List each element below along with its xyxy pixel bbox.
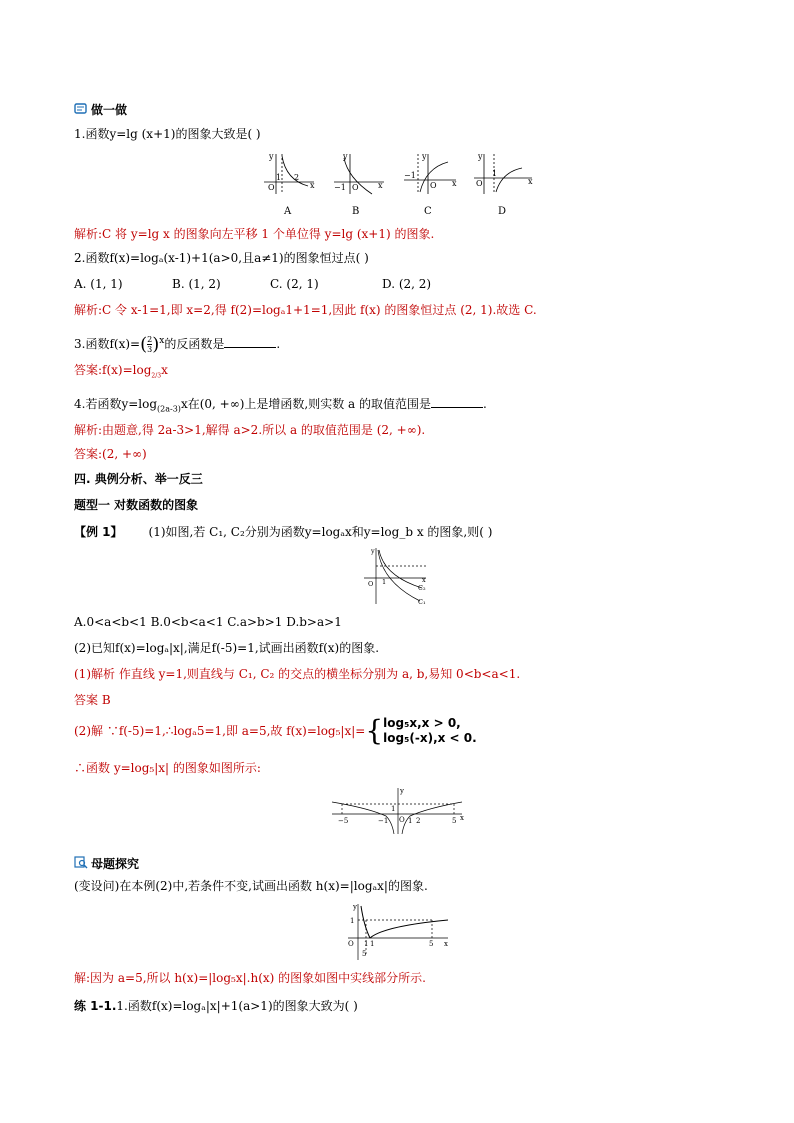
example-1-q2: (2)已知f(x)=logₐ|x|,满足f(-5)=1,试画出函数f(x)的图象. xyxy=(74,641,380,655)
question-2: 2.函数f(x)=logₐ(x-1)+1(a>0,且a≠1)的图象恒过点( ) xyxy=(74,251,369,265)
svg-text:y: y xyxy=(422,152,427,161)
section-4-heading: 四. 典例分析、举一反三 xyxy=(74,472,203,486)
q2-option-c: C. (2, 1) xyxy=(270,277,319,291)
heading-text: 做一做 xyxy=(91,103,128,117)
mother-heading: 母题探究 xyxy=(74,856,139,872)
mother-question: (变设问)在本例(2)中,若条件不变,试画出函数 h(x)=|logₐx|的图象. xyxy=(74,879,428,893)
svg-text:O: O xyxy=(399,816,405,824)
svg-text:O: O xyxy=(268,183,275,192)
search-icon xyxy=(74,856,88,869)
svg-text:5: 5 xyxy=(362,950,367,958)
svg-text:y: y xyxy=(400,787,404,795)
example-1-answer-1: 答案 B xyxy=(74,693,111,707)
svg-text:y: y xyxy=(353,903,357,911)
abs-log-graph xyxy=(344,902,454,964)
note-icon xyxy=(74,103,88,115)
svg-text:x: x xyxy=(310,181,315,190)
type-1-heading: 题型一 对数函数的图象 xyxy=(74,498,199,512)
svg-text:1: 1 xyxy=(492,169,498,178)
svg-text:y: y xyxy=(371,547,375,555)
section-heading-try xyxy=(74,102,127,118)
mother-solution: 解:因为 a=5,所以 h(x)=|log₅x|.h(x) 的图象如图中实线部分所示. xyxy=(74,971,426,985)
q1-option-graphs xyxy=(252,148,552,220)
svg-text:y: y xyxy=(269,152,274,161)
svg-text:1: 1 xyxy=(350,917,355,925)
svg-text:1: 1 xyxy=(276,173,282,182)
svg-text:O: O xyxy=(368,580,374,588)
option-label-b: B xyxy=(352,206,360,217)
q2-analysis: 解析:C 令 x-1=1,即 x=2,得 f(2)=logₐ1+1=1,因此 f(x) 的图象恒过点 (2, 1).故选 C. xyxy=(74,303,537,317)
svg-text:1: 1 xyxy=(370,940,375,948)
q1-analysis: 解析:C 将 y=lg x 的图象向左平移 1 个单位得 y=lg (x+1) 的图象. xyxy=(74,227,435,241)
svg-text:x: x xyxy=(452,179,457,188)
q4-answer: 答案:(2, +∞) xyxy=(74,447,147,461)
svg-text:1: 1 xyxy=(408,817,413,825)
svg-text:5: 5 xyxy=(429,940,434,948)
q2-option-b: B. (1, 2) xyxy=(172,277,221,291)
log-abs-graph xyxy=(328,786,468,838)
q1-graphs-svg xyxy=(252,148,552,220)
example-1-graph xyxy=(362,546,432,608)
question-1: 1.函数y=lg (x+1)的图象大致是( ) xyxy=(74,127,261,141)
svg-text:1: 1 xyxy=(382,578,387,586)
example-1-q1: 【例 1】 (1)如图,若 C₁, C₂分别为函数y=logₐx和y=log_b x 的图象,则( ) xyxy=(74,525,493,539)
q3-answer: 答案$:f(x)=\log_{2/3}x$ xyxy=(74,363,168,380)
svg-text:−5: −5 xyxy=(338,817,349,825)
svg-text:−1: −1 xyxy=(378,817,389,825)
svg-text:2: 2 xyxy=(416,817,421,825)
option-label-d: D xyxy=(498,206,507,217)
question-3: 3.函数f(x)=( $\frac{2}{3}$ )$^x$的反函数是 . xyxy=(74,333,281,355)
svg-text:O: O xyxy=(348,940,354,948)
q2-option-d: D. (2, 2) xyxy=(382,277,432,291)
svg-text:O: O xyxy=(476,179,483,188)
option-label-c: C xyxy=(424,206,432,217)
question-4: 4.若函数$y=\log_{(2a-3)}x$在(0, +∞)上是增函数,则实数 a 的取值范围是 . xyxy=(74,397,487,414)
q4-blank[interactable] xyxy=(431,407,483,408)
q4-analysis: 解析:由题意,得 2a-3>1,解得 a>2.所以 a 的取值范围是 (2, +∞). xyxy=(74,423,426,437)
svg-text:O: O xyxy=(430,181,437,190)
q3-blank[interactable] xyxy=(224,347,276,348)
svg-text:x: x xyxy=(444,940,448,948)
svg-text:x: x xyxy=(422,576,426,584)
svg-text:C₂: C₂ xyxy=(418,584,426,592)
example-1-options: A.0<a<b<1 B.0<b<a<1 C.a>b>1 D.b>a>1 xyxy=(74,615,342,629)
example-1-solution-2: (2)解 ∵f(-5)=1,∴logₐ5=1,即 a=5,故 f(x)=log₅|x|={ log₅x,x > 0, log₅(-x),x < 0. xyxy=(74,714,477,747)
example-1-conclusion: ∴函数 y=log₅|x| 的图象如图所示: xyxy=(74,761,261,775)
practice-1-1: 练 1-1.1.函数f(x)=logₐ|x|+1(a>1)的图象大致为( ) xyxy=(74,999,358,1013)
svg-text:x: x xyxy=(528,177,533,186)
q2-option-a: A. (1, 1) xyxy=(74,277,123,291)
svg-text:2: 2 xyxy=(294,173,300,182)
svg-text:1: 1 xyxy=(391,805,396,813)
svg-text:1: 1 xyxy=(364,940,369,948)
svg-text:5: 5 xyxy=(452,817,457,825)
svg-text:x: x xyxy=(460,814,464,822)
svg-text:y: y xyxy=(343,152,348,161)
svg-text:O: O xyxy=(352,183,359,192)
svg-text:x: x xyxy=(378,181,383,190)
option-label-a: A xyxy=(284,206,292,217)
q2-options xyxy=(74,276,431,292)
svg-text:y: y xyxy=(478,152,483,161)
svg-text:−1: −1 xyxy=(334,183,346,192)
svg-text:C₁: C₁ xyxy=(418,598,426,606)
svg-text:−1: −1 xyxy=(404,171,416,180)
example-1-solution-1: (1)解析 作直线 y=1,则直线与 C₁, C₂ 的交点的横坐标分别为 a, b,易知 0<b<a<1. xyxy=(74,667,521,681)
